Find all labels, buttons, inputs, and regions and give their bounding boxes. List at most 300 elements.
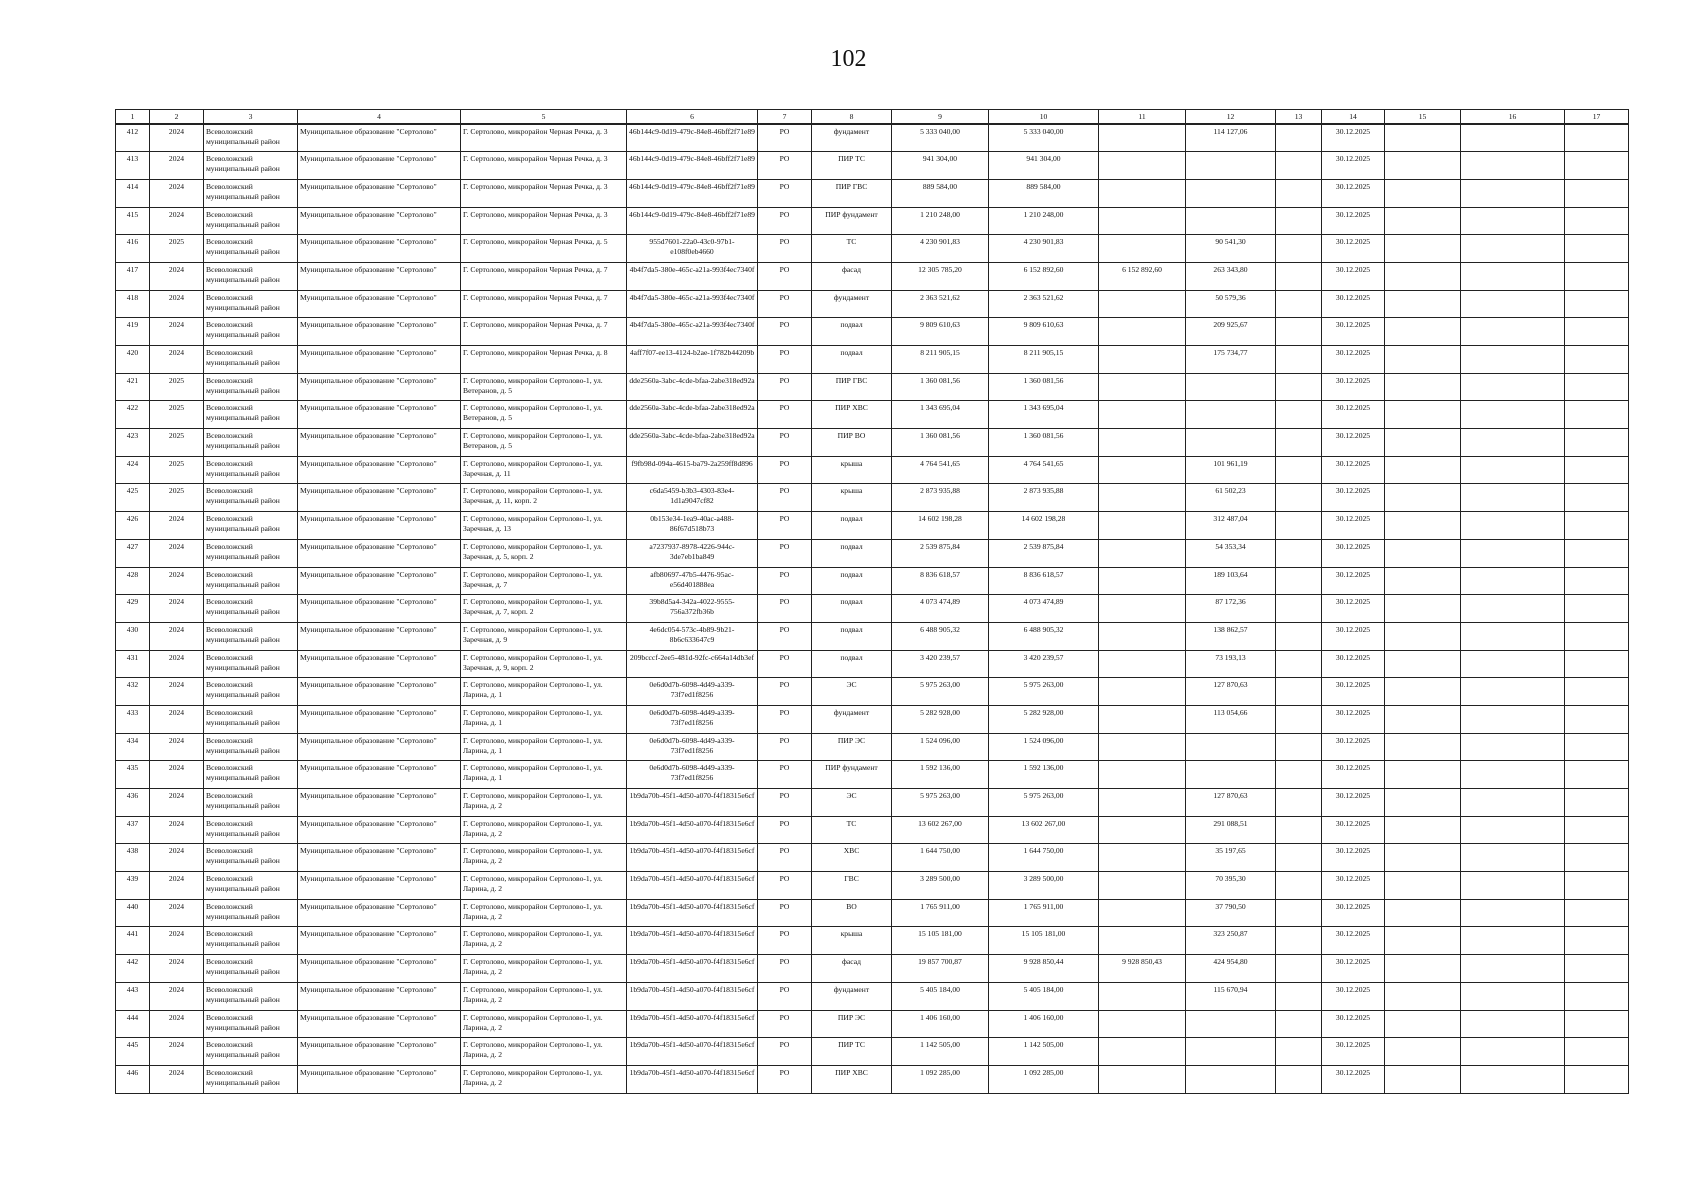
cell-completion-date: 30.12.2025 — [1322, 622, 1385, 650]
cell-owner-funds — [1099, 235, 1186, 263]
cell-district: Всеволожский муниципальный район — [204, 927, 298, 955]
cell-col-15 — [1385, 429, 1461, 457]
cell-total-cost: 14 602 198,28 — [892, 512, 989, 540]
cell-col-17 — [1565, 484, 1629, 512]
cell-col-17 — [1565, 872, 1629, 900]
table-row — [116, 899, 1629, 927]
cell-total-cost: 4 230 901,83 — [892, 235, 989, 263]
header-row — [116, 110, 1629, 125]
cell-program: РО — [758, 179, 812, 207]
cell-completion-date: 30.12.2025 — [1322, 401, 1385, 429]
cell-col-17 — [1565, 733, 1629, 761]
cell-district: Всеволожский муниципальный район — [204, 456, 298, 484]
cell-year: 2024 — [150, 650, 204, 678]
cell-municipality: Муниципальное образование "Сертолово" — [298, 207, 461, 235]
cell-col-16 — [1461, 152, 1565, 180]
cell-address: Г. Сертолово, микрорайон Черная Речка, д. 7 — [461, 290, 627, 318]
cell-house-guid: 4e6dc054-573c-4b89-9b21-8b6c633647c9 — [627, 622, 758, 650]
cell-address: Г. Сертолово, микрорайон Черная Речка, д. 3 — [461, 124, 627, 152]
cell-col-13 — [1276, 401, 1322, 429]
cell-municipality: Муниципальное образование "Сертолово" — [298, 1065, 461, 1093]
cell-total-cost: 4 073 474,89 — [892, 595, 989, 623]
cell-work-type: фундамент — [812, 705, 892, 733]
cell-completion-date: 30.12.2025 — [1322, 761, 1385, 789]
cell-municipality: Муниципальное образование "Сертолово" — [298, 235, 461, 263]
cell-fund-amount: 4 073 474,89 — [989, 595, 1099, 623]
cell-other-amount: 189 103,64 — [1186, 567, 1276, 595]
cell-col-13 — [1276, 262, 1322, 290]
cell-address: Г. Сертолово, микрорайон Сертолово-1, ул. Заречная, д. 5, корп. 2 — [461, 539, 627, 567]
cell-district: Всеволожский муниципальный район — [204, 650, 298, 678]
cell-completion-date: 30.12.2025 — [1322, 290, 1385, 318]
cell-program: РО — [758, 622, 812, 650]
table-row — [116, 539, 1629, 567]
cell-work-type: подвал — [812, 567, 892, 595]
cell-row-number: 435 — [116, 761, 150, 789]
cell-fund-amount: 1 092 285,00 — [989, 1065, 1099, 1093]
cell-row-number: 436 — [116, 789, 150, 817]
cell-address: Г. Сертолово, микрорайон Сертолово-1, ул. Заречная, д. 11 — [461, 456, 627, 484]
cell-year: 2024 — [150, 733, 204, 761]
cell-district: Всеволожский муниципальный район — [204, 207, 298, 235]
register-table — [115, 109, 1629, 1094]
cell-total-cost: 1 092 285,00 — [892, 1065, 989, 1093]
cell-col-16 — [1461, 1010, 1565, 1038]
cell-col-15 — [1385, 899, 1461, 927]
cell-col-17 — [1565, 235, 1629, 263]
cell-col-13 — [1276, 1010, 1322, 1038]
cell-col-17 — [1565, 789, 1629, 817]
cell-district: Всеволожский муниципальный район — [204, 982, 298, 1010]
cell-year: 2024 — [150, 1038, 204, 1066]
cell-total-cost: 8 211 905,15 — [892, 346, 989, 374]
cell-other-amount: 87 172,36 — [1186, 595, 1276, 623]
cell-municipality: Муниципальное образование "Сертолово" — [298, 373, 461, 401]
cell-row-number: 429 — [116, 595, 150, 623]
cell-work-type: ПИР фундамент — [812, 761, 892, 789]
table-row — [116, 761, 1629, 789]
cell-address: Г. Сертолово, микрорайон Сертолово-1, ул. Ларина, д. 1 — [461, 733, 627, 761]
cell-year: 2025 — [150, 235, 204, 263]
cell-col-15 — [1385, 346, 1461, 374]
cell-col-16 — [1461, 761, 1565, 789]
cell-house-guid: 1b9da70b-45f1-4d50-a070-f4f18315e6cf — [627, 1065, 758, 1093]
cell-other-amount: 101 961,19 — [1186, 456, 1276, 484]
cell-year: 2025 — [150, 429, 204, 457]
table-row — [116, 1010, 1629, 1038]
cell-col-16 — [1461, 484, 1565, 512]
cell-row-number: 433 — [116, 705, 150, 733]
cell-completion-date: 30.12.2025 — [1322, 927, 1385, 955]
cell-col-16 — [1461, 567, 1565, 595]
table-row — [116, 1065, 1629, 1093]
cell-program: РО — [758, 872, 812, 900]
cell-municipality: Муниципальное образование "Сертолово" — [298, 512, 461, 540]
cell-program: РО — [758, 650, 812, 678]
cell-col-13 — [1276, 927, 1322, 955]
cell-total-cost: 9 809 610,63 — [892, 318, 989, 346]
cell-municipality: Муниципальное образование "Сертолово" — [298, 539, 461, 567]
cell-completion-date: 30.12.2025 — [1322, 262, 1385, 290]
cell-fund-amount: 2 363 521,62 — [989, 290, 1099, 318]
cell-col-17 — [1565, 152, 1629, 180]
cell-row-number: 432 — [116, 678, 150, 706]
cell-program: РО — [758, 899, 812, 927]
cell-total-cost: 1 406 160,00 — [892, 1010, 989, 1038]
cell-col-16 — [1461, 262, 1565, 290]
table-row — [116, 678, 1629, 706]
cell-district: Всеволожский муниципальный район — [204, 705, 298, 733]
cell-col-16 — [1461, 179, 1565, 207]
cell-row-number: 423 — [116, 429, 150, 457]
cell-col-16 — [1461, 456, 1565, 484]
cell-house-guid: 4b4f7da5-380e-465c-a21a-993f4ec7340f — [627, 318, 758, 346]
cell-fund-amount: 6 152 892,60 — [989, 262, 1099, 290]
cell-year: 2024 — [150, 567, 204, 595]
cell-program: РО — [758, 318, 812, 346]
cell-year: 2025 — [150, 401, 204, 429]
cell-col-16 — [1461, 595, 1565, 623]
cell-fund-amount: 14 602 198,28 — [989, 512, 1099, 540]
table-row — [116, 235, 1629, 263]
cell-total-cost: 2 363 521,62 — [892, 290, 989, 318]
cell-row-number: 419 — [116, 318, 150, 346]
column-header-11: 11 — [1099, 110, 1186, 125]
cell-total-cost: 2 873 935,88 — [892, 484, 989, 512]
cell-municipality: Муниципальное образование "Сертолово" — [298, 844, 461, 872]
cell-col-17 — [1565, 207, 1629, 235]
cell-program: РО — [758, 705, 812, 733]
cell-house-guid: 46b144c9-0d19-479c-84e8-46bff2f71e89 — [627, 179, 758, 207]
cell-municipality: Муниципальное образование "Сертолово" — [298, 567, 461, 595]
cell-row-number: 424 — [116, 456, 150, 484]
cell-other-amount: 138 862,57 — [1186, 622, 1276, 650]
cell-completion-date: 30.12.2025 — [1322, 595, 1385, 623]
cell-address: Г. Сертолово, микрорайон Сертолово-1, ул. Ларина, д. 2 — [461, 789, 627, 817]
cell-col-13 — [1276, 733, 1322, 761]
cell-col-15 — [1385, 152, 1461, 180]
cell-col-16 — [1461, 816, 1565, 844]
cell-fund-amount: 1 406 160,00 — [989, 1010, 1099, 1038]
cell-col-13 — [1276, 1038, 1322, 1066]
cell-house-guid: a7237937-8978-4226-944c-3de7eb1ba849 — [627, 539, 758, 567]
cell-col-13 — [1276, 235, 1322, 263]
cell-house-guid: 1b9da70b-45f1-4d50-a070-f4f18315e6cf — [627, 872, 758, 900]
table-row — [116, 401, 1629, 429]
cell-col-16 — [1461, 539, 1565, 567]
cell-other-amount: 424 954,80 — [1186, 955, 1276, 983]
cell-fund-amount: 9 928 850,44 — [989, 955, 1099, 983]
cell-col-15 — [1385, 982, 1461, 1010]
cell-owner-funds — [1099, 373, 1186, 401]
cell-program: РО — [758, 124, 812, 152]
cell-owner-funds — [1099, 567, 1186, 595]
cell-other-amount — [1186, 733, 1276, 761]
cell-col-15 — [1385, 539, 1461, 567]
cell-completion-date: 30.12.2025 — [1322, 678, 1385, 706]
cell-row-number: 446 — [116, 1065, 150, 1093]
cell-work-type: подвал — [812, 595, 892, 623]
cell-fund-amount: 15 105 181,00 — [989, 927, 1099, 955]
cell-house-guid: 4b4f7da5-380e-465c-a21a-993f4ec7340f — [627, 262, 758, 290]
cell-fund-amount: 1 524 096,00 — [989, 733, 1099, 761]
cell-col-16 — [1461, 705, 1565, 733]
cell-address: Г. Сертолово, микрорайон Черная Речка, д. 3 — [461, 207, 627, 235]
cell-col-17 — [1565, 1038, 1629, 1066]
cell-house-guid: f9fb98d-094a-4615-ba79-2a259ff8d896 — [627, 456, 758, 484]
cell-fund-amount: 8 836 618,57 — [989, 567, 1099, 595]
cell-col-15 — [1385, 207, 1461, 235]
cell-owner-funds — [1099, 346, 1186, 374]
cell-year: 2024 — [150, 512, 204, 540]
cell-row-number: 438 — [116, 844, 150, 872]
cell-work-type: ПИР ХВС — [812, 1065, 892, 1093]
column-header-2: 2 — [150, 110, 204, 125]
cell-house-guid: 1b9da70b-45f1-4d50-a070-f4f18315e6cf — [627, 844, 758, 872]
cell-program: РО — [758, 733, 812, 761]
cell-row-number: 428 — [116, 567, 150, 595]
cell-other-amount — [1186, 1065, 1276, 1093]
cell-col-13 — [1276, 179, 1322, 207]
cell-col-17 — [1565, 622, 1629, 650]
cell-col-16 — [1461, 512, 1565, 540]
cell-col-16 — [1461, 622, 1565, 650]
cell-row-number: 427 — [116, 539, 150, 567]
cell-col-13 — [1276, 152, 1322, 180]
cell-address: Г. Сертолово, микрорайон Сертолово-1, ул. Ларина, д. 2 — [461, 955, 627, 983]
page-number: 102 — [830, 46, 867, 72]
cell-total-cost: 4 764 541,65 — [892, 456, 989, 484]
cell-owner-funds — [1099, 484, 1186, 512]
cell-col-15 — [1385, 124, 1461, 152]
cell-col-15 — [1385, 373, 1461, 401]
cell-work-type: подвал — [812, 539, 892, 567]
cell-total-cost: 5 282 928,00 — [892, 705, 989, 733]
cell-row-number: 413 — [116, 152, 150, 180]
cell-owner-funds — [1099, 595, 1186, 623]
cell-other-amount: 263 343,80 — [1186, 262, 1276, 290]
cell-year: 2024 — [150, 927, 204, 955]
cell-other-amount — [1186, 179, 1276, 207]
cell-owner-funds — [1099, 789, 1186, 817]
cell-program: РО — [758, 456, 812, 484]
cell-completion-date: 30.12.2025 — [1322, 429, 1385, 457]
cell-district: Всеволожский муниципальный район — [204, 789, 298, 817]
table-row — [116, 346, 1629, 374]
cell-owner-funds — [1099, 207, 1186, 235]
cell-program: РО — [758, 1065, 812, 1093]
cell-col-13 — [1276, 346, 1322, 374]
cell-work-type: ТС — [812, 816, 892, 844]
table-row — [116, 622, 1629, 650]
cell-municipality: Муниципальное образование "Сертолово" — [298, 179, 461, 207]
cell-address: Г. Сертолово, микрорайон Сертолово-1, ул. Заречная, д. 7 — [461, 567, 627, 595]
cell-district: Всеволожский муниципальный район — [204, 678, 298, 706]
cell-owner-funds — [1099, 290, 1186, 318]
cell-address: Г. Сертолово, микрорайон Сертолово-1, ул. Ветеранов, д. 5 — [461, 401, 627, 429]
cell-address: Г. Сертолово, микрорайон Черная Речка, д. 8 — [461, 346, 627, 374]
cell-work-type: ПИР ЭС — [812, 733, 892, 761]
cell-col-13 — [1276, 761, 1322, 789]
cell-col-17 — [1565, 899, 1629, 927]
cell-municipality: Муниципальное образование "Сертолово" — [298, 789, 461, 817]
cell-col-17 — [1565, 373, 1629, 401]
cell-municipality: Муниципальное образование "Сертолово" — [298, 456, 461, 484]
cell-address: Г. Сертолово, микрорайон Сертолово-1, ул. Ларина, д. 2 — [461, 1038, 627, 1066]
cell-program: РО — [758, 512, 812, 540]
cell-col-15 — [1385, 844, 1461, 872]
cell-district: Всеволожский муниципальный район — [204, 622, 298, 650]
cell-fund-amount: 889 584,00 — [989, 179, 1099, 207]
cell-district: Всеволожский муниципальный район — [204, 235, 298, 263]
cell-col-17 — [1565, 816, 1629, 844]
cell-work-type: ГВС — [812, 872, 892, 900]
cell-program: РО — [758, 761, 812, 789]
cell-program: РО — [758, 678, 812, 706]
cell-municipality: Муниципальное образование "Сертолово" — [298, 761, 461, 789]
cell-row-number: 443 — [116, 982, 150, 1010]
cell-col-13 — [1276, 789, 1322, 817]
cell-year: 2024 — [150, 761, 204, 789]
cell-fund-amount: 5 333 040,00 — [989, 124, 1099, 152]
cell-fund-amount: 13 602 267,00 — [989, 816, 1099, 844]
cell-other-amount: 127 870,63 — [1186, 789, 1276, 817]
cell-col-15 — [1385, 761, 1461, 789]
cell-address: Г. Сертолово, микрорайон Сертолово-1, ул. Ларина, д. 2 — [461, 1010, 627, 1038]
cell-work-type: ПИР ТС — [812, 152, 892, 180]
table-row — [116, 927, 1629, 955]
table-row — [116, 512, 1629, 540]
cell-district: Всеволожский муниципальный район — [204, 290, 298, 318]
cell-house-guid: 4b4f7da5-380e-465c-a21a-993f4ec7340f — [627, 290, 758, 318]
cell-other-amount — [1186, 1038, 1276, 1066]
cell-year: 2024 — [150, 955, 204, 983]
cell-owner-funds — [1099, 733, 1186, 761]
cell-district: Всеволожский муниципальный район — [204, 733, 298, 761]
cell-col-13 — [1276, 318, 1322, 346]
cell-owner-funds — [1099, 982, 1186, 1010]
cell-program: РО — [758, 290, 812, 318]
cell-program: РО — [758, 1010, 812, 1038]
cell-year: 2024 — [150, 705, 204, 733]
cell-col-15 — [1385, 1065, 1461, 1093]
cell-total-cost: 5 405 184,00 — [892, 982, 989, 1010]
cell-house-guid: 1b9da70b-45f1-4d50-a070-f4f18315e6cf — [627, 816, 758, 844]
table-body — [116, 124, 1629, 1093]
cell-total-cost: 1 360 081,56 — [892, 429, 989, 457]
cell-col-17 — [1565, 512, 1629, 540]
cell-owner-funds — [1099, 429, 1186, 457]
cell-house-guid: 46b144c9-0d19-479c-84e8-46bff2f71e89 — [627, 124, 758, 152]
cell-completion-date: 30.12.2025 — [1322, 733, 1385, 761]
cell-work-type: подвал — [812, 650, 892, 678]
cell-year: 2024 — [150, 844, 204, 872]
cell-owner-funds: 6 152 892,60 — [1099, 262, 1186, 290]
cell-completion-date: 30.12.2025 — [1322, 982, 1385, 1010]
cell-total-cost: 5 333 040,00 — [892, 124, 989, 152]
cell-col-13 — [1276, 512, 1322, 540]
cell-year: 2024 — [150, 622, 204, 650]
cell-address: Г. Сертолово, микрорайон Черная Речка, д. 3 — [461, 179, 627, 207]
cell-col-16 — [1461, 207, 1565, 235]
cell-address: Г. Сертолово, микрорайон Черная Речка, д. 7 — [461, 262, 627, 290]
cell-col-13 — [1276, 955, 1322, 983]
cell-fund-amount: 3 289 500,00 — [989, 872, 1099, 900]
table-row — [116, 1038, 1629, 1066]
cell-col-15 — [1385, 318, 1461, 346]
cell-owner-funds: 9 928 850,43 — [1099, 955, 1186, 983]
cell-fund-amount: 9 809 610,63 — [989, 318, 1099, 346]
cell-other-amount — [1186, 1010, 1276, 1038]
cell-row-number: 426 — [116, 512, 150, 540]
cell-fund-amount: 1 142 505,00 — [989, 1038, 1099, 1066]
cell-owner-funds — [1099, 927, 1186, 955]
cell-col-13 — [1276, 484, 1322, 512]
cell-district: Всеволожский муниципальный район — [204, 539, 298, 567]
cell-total-cost: 941 304,00 — [892, 152, 989, 180]
cell-house-guid: dde2560a-3abc-4cde-bfaa-2abe318ed92a — [627, 401, 758, 429]
cell-other-amount — [1186, 401, 1276, 429]
cell-col-17 — [1565, 705, 1629, 733]
cell-other-amount — [1186, 373, 1276, 401]
cell-fund-amount: 4 764 541,65 — [989, 456, 1099, 484]
cell-fund-amount: 4 230 901,83 — [989, 235, 1099, 263]
cell-fund-amount: 6 488 905,32 — [989, 622, 1099, 650]
cell-other-amount: 73 193,13 — [1186, 650, 1276, 678]
cell-house-guid: 46b144c9-0d19-479c-84e8-46bff2f71e89 — [627, 207, 758, 235]
cell-district: Всеволожский муниципальный район — [204, 318, 298, 346]
table-row — [116, 982, 1629, 1010]
cell-fund-amount: 1 343 695,04 — [989, 401, 1099, 429]
cell-address: Г. Сертолово, микрорайон Сертолово-1, ул. Ларина, д. 2 — [461, 816, 627, 844]
cell-address: Г. Сертолово, микрорайон Сертолово-1, ул. Ларина, д. 1 — [461, 678, 627, 706]
cell-col-16 — [1461, 899, 1565, 927]
cell-col-15 — [1385, 678, 1461, 706]
cell-total-cost: 6 488 905,32 — [892, 622, 989, 650]
cell-year: 2024 — [150, 789, 204, 817]
cell-row-number: 414 — [116, 179, 150, 207]
cell-owner-funds — [1099, 1065, 1186, 1093]
cell-municipality: Муниципальное образование "Сертолово" — [298, 733, 461, 761]
cell-other-amount: 54 353,34 — [1186, 539, 1276, 567]
cell-fund-amount: 5 975 263,00 — [989, 789, 1099, 817]
cell-house-guid: 1b9da70b-45f1-4d50-a070-f4f18315e6cf — [627, 955, 758, 983]
cell-fund-amount: 1 360 081,56 — [989, 373, 1099, 401]
cell-work-type: ПИР ГВС — [812, 179, 892, 207]
cell-district: Всеволожский муниципальный район — [204, 401, 298, 429]
cell-district: Всеволожский муниципальный район — [204, 262, 298, 290]
cell-work-type: крыша — [812, 927, 892, 955]
cell-district: Всеволожский муниципальный район — [204, 955, 298, 983]
cell-col-17 — [1565, 401, 1629, 429]
cell-total-cost: 1 765 911,00 — [892, 899, 989, 927]
cell-row-number: 412 — [116, 124, 150, 152]
cell-program: РО — [758, 373, 812, 401]
cell-work-type: подвал — [812, 318, 892, 346]
cell-col-17 — [1565, 595, 1629, 623]
cell-municipality: Муниципальное образование "Сертолово" — [298, 955, 461, 983]
cell-completion-date: 30.12.2025 — [1322, 346, 1385, 374]
cell-total-cost: 3 420 239,57 — [892, 650, 989, 678]
cell-municipality: Муниципальное образование "Сертолово" — [298, 429, 461, 457]
cell-col-13 — [1276, 705, 1322, 733]
cell-district: Всеволожский муниципальный район — [204, 761, 298, 789]
cell-district: Всеволожский муниципальный район — [204, 1065, 298, 1093]
cell-house-guid: 0e6d0d7b-6098-4d49-a339-73f7ed1f8256 — [627, 761, 758, 789]
cell-year: 2024 — [150, 678, 204, 706]
cell-total-cost: 12 305 785,20 — [892, 262, 989, 290]
cell-completion-date: 30.12.2025 — [1322, 539, 1385, 567]
